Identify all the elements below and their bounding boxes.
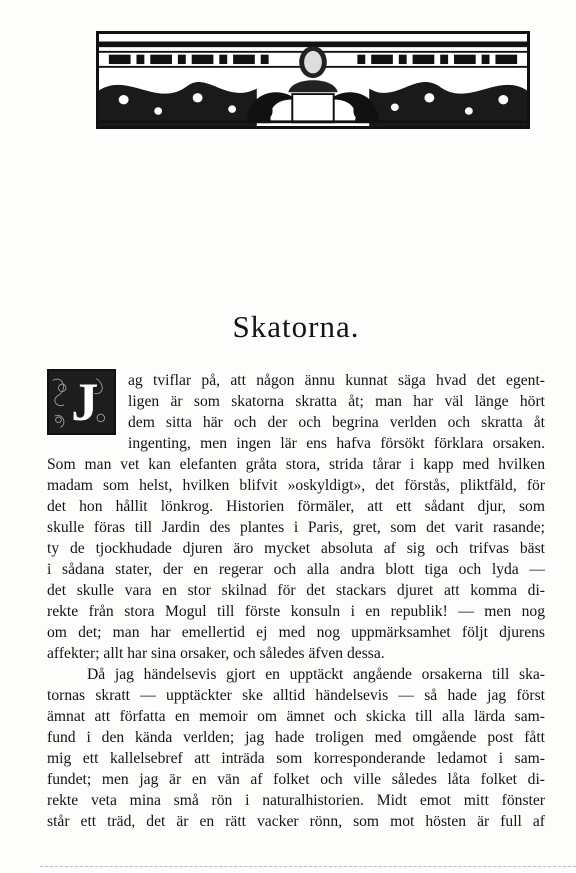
text-line: mig ett kallelsebref att inträda som korresponderande ledamot i sam- bbox=[47, 750, 545, 767]
text-line: det skulle vara en stor skilnad för det stackars djuret att komma di- bbox=[47, 582, 545, 599]
text-line: i sådana stater, der en regerar och alla andra blott tiga och lyda — bbox=[47, 561, 545, 578]
text-line: tornas skratt — upptäckter ske alltid händelsevis — så hade jag först bbox=[47, 687, 545, 704]
svg-text:J: J bbox=[71, 371, 99, 432]
ornamental-headpiece bbox=[96, 31, 530, 129]
text-line: ag tviflar på, att någon ännu kunnat säga hvad det egent- bbox=[128, 372, 545, 389]
text-line: ingenting, men ingen lär ens hafva försökt förklara orsaken. bbox=[128, 435, 545, 452]
text-line: madam som helst, hvilken blifvit »oskyldigt», det förstås, pliktfäld, för bbox=[47, 477, 545, 494]
text-line: står ett träd, det är en rätt vacker rönn, som mot hösten är full af bbox=[47, 813, 545, 830]
drop-cap-j-icon bbox=[49, 371, 114, 433]
text-line: ty de tjockhudade djuren äro mycket absoluta af sig och trifvas bäst bbox=[47, 540, 545, 557]
text-line: rekte veta mina små rön i naturalhistorien. Midt emot mitt fönster bbox=[47, 792, 545, 809]
text-line: dem sitta här och der och begrina verlden och skratta åt bbox=[128, 414, 545, 431]
text-line: Då jag händelsevis gjort en upptäckt angående orsakerna till ska- bbox=[87, 666, 545, 683]
drop-cap-initial bbox=[47, 369, 116, 435]
text-line: skulle föras till Jardin des plantes i Paris, gret, som det varit rasande; bbox=[47, 519, 545, 536]
text-line: fundet; men jag är en vän af folket och ville således låta folket di- bbox=[47, 771, 545, 788]
page-edge-divider bbox=[40, 866, 576, 868]
chapter-title: Skatorna. bbox=[232, 309, 360, 344]
text-line: ämnat att författa en memoir om ämnet och skicka till alla lärda sam- bbox=[47, 708, 545, 725]
text-line: om det; man har emellertid ej med nog uppmärksamhet följt djurens bbox=[47, 624, 545, 641]
text-line: Som man vet kan elefanten gråta stora, strida tårar i kapp med hvilken bbox=[47, 456, 545, 473]
text-line: affekter; allt har sina orsaker, och således äfven dessa. bbox=[47, 645, 385, 662]
text-line: rekte från stora Mogul till förste konsuln i en republik! — men nog bbox=[47, 603, 545, 620]
text-line: ligen är som skatorna skratta åt; man har väl länge hört bbox=[128, 393, 545, 410]
text-line: fund i den kända verlden; jag hade troligen med omgående post fått bbox=[47, 729, 545, 746]
text-line: det hon hållit lönkrog. Historien förmäler, att ett sådant djur, som bbox=[47, 498, 545, 515]
headpiece-ornament-icon bbox=[99, 34, 527, 126]
